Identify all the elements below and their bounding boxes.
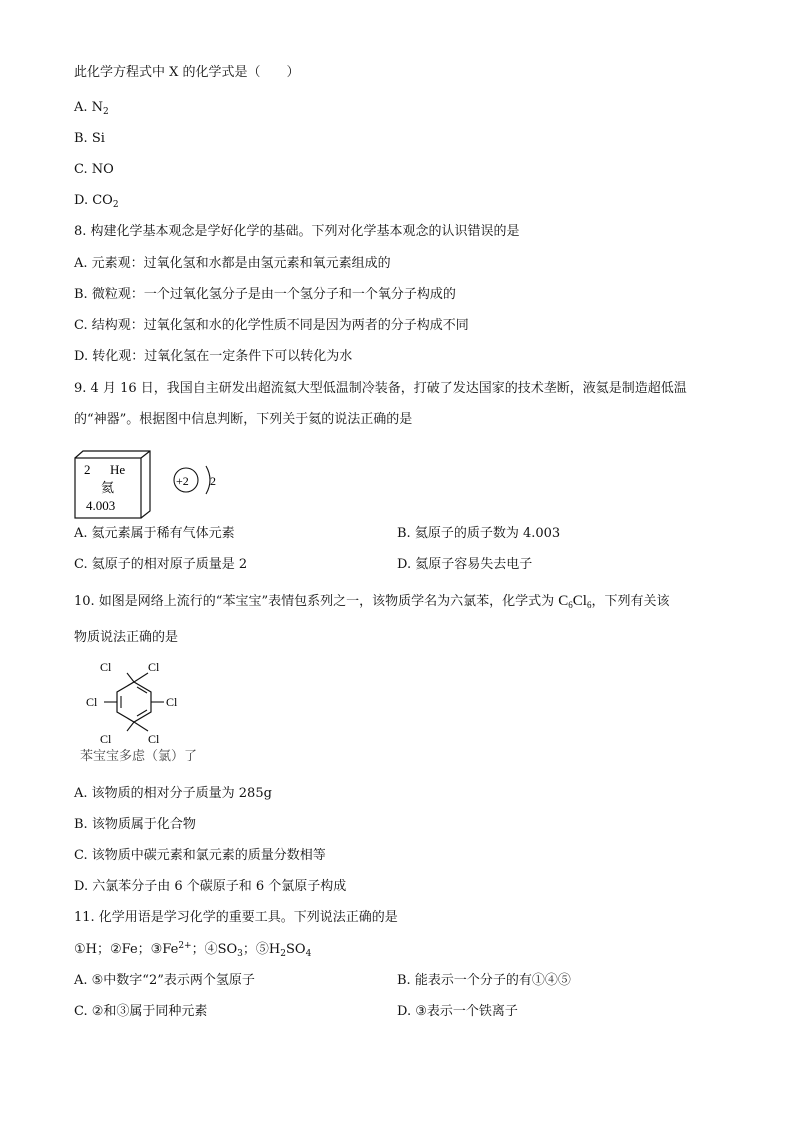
cl-label-top-right: Cl — [148, 660, 160, 674]
q8-option-a: A. 元素观：过氧化氢和水都是由氢元素和氧元素组成的 — [74, 256, 391, 271]
q11-stem: 11. 化学用语是学习化学的重要工具。下列说法正确的是 — [74, 910, 398, 925]
cl-label-right: Cl — [166, 695, 178, 709]
cl-label-bottom-right: Cl — [148, 732, 160, 746]
cl-label-left: Cl — [86, 695, 98, 709]
q11-option-d: D. ③表示一个铁离子 — [397, 1004, 518, 1019]
cl-label-top-left: Cl — [100, 660, 112, 674]
q9-stem-line1: 9. 4 月 16 日，我国自主研发出超流氦大型低温制冷装备，打破了发达国家的技术垄断，液氦是制造超低温 — [74, 381, 687, 396]
shell-electron-count: 2 — [210, 474, 216, 488]
nucleus-charge: +2 — [176, 474, 189, 488]
q7-option-d — [74, 192, 119, 210]
q10-option-a: A. 该物质的相对分子质量为 285g — [74, 786, 272, 801]
q7-option-c: C. NO — [74, 162, 114, 177]
q11-symbols-part1: ①H；②Fe；③Fe — [74, 942, 179, 957]
formula-c6cl6 — [558, 593, 591, 609]
q7-option-b: B. Si — [74, 131, 105, 146]
q7-option-d-text: D. CO — [74, 193, 113, 208]
q10-image-caption: 苯宝宝多虑（氯）了 — [80, 749, 198, 764]
q10-stem-pre: 10. 如图是网络上流行的“苯宝宝”表情包系列之一，该物质学名为六氯苯，化学式为 — [74, 594, 559, 609]
helium-name: 氦 — [101, 481, 115, 496]
q10-stem-line1 — [74, 592, 669, 611]
q9-option-c: C. 氦原子的相对原子质量是 2 — [74, 557, 248, 572]
q11-symbols-sub1: 3 — [237, 949, 243, 959]
q8-stem: 8. 构建化学基本观念是学好化学的基础。下列对化学基本观念的认识错误的是 — [74, 224, 520, 239]
helium-symbol: He — [110, 462, 126, 477]
q8-option-c: C. 结构观：过氧化氢和水的化学性质不同是因为两者的分子构成不同 — [74, 318, 469, 333]
q8-option-b: B. 微粒观：一个过氧化氢分子是由一个氢分子和一个氧分子构成的 — [74, 287, 456, 302]
q11-option-a: A. ⑤中数字“2”表示两个氢原子 — [74, 973, 255, 988]
formula-cl-sub: 6 — [586, 600, 592, 610]
q7-stem: 此化学方程式中 X 的化学式是（ ） — [74, 65, 300, 80]
q11-symbols-part3: ；⑤H — [242, 942, 281, 957]
q11-option-c: C. ②和③属于同种元素 — [74, 1004, 208, 1019]
q11-symbols-sub3: 4 — [305, 949, 312, 959]
formula-c-sub: 6 — [568, 600, 573, 610]
q7-option-a — [74, 99, 109, 117]
formula-cl: Cl — [572, 593, 587, 609]
q9-stem-line2: 的“神器”。根据图中信息判断，下列关于氦的说法正确的是 — [74, 412, 413, 427]
q11-symbols-part4: SO — [285, 942, 306, 957]
q10-stem-post: ，下列有关该 — [591, 594, 670, 609]
q11-symbols — [74, 941, 311, 959]
atom-diagram — [168, 460, 222, 500]
q11-symbols-sub2: 2 — [280, 949, 286, 959]
q10-option-b: B. 该物质属于化合物 — [74, 817, 196, 832]
q11-symbols-part2: ；④SO — [191, 942, 238, 957]
q9-option-b: B. 氦原子的质子数为 4.003 — [397, 526, 561, 541]
helium-atomic-mass: 4.003 — [86, 498, 116, 513]
q8-option-d: D. 转化观：过氧化氢在一定条件下可以转化为水 — [74, 349, 353, 364]
helium-atomic-number: 2 — [84, 462, 91, 477]
q7-option-d-sub: 2 — [112, 200, 119, 210]
q10-option-d: D. 六氯苯分子由 6 个碳原子和 6 个氯原子构成 — [74, 879, 347, 894]
q10-stem-line2: 物质说法正确的是 — [74, 630, 179, 645]
q11-symbols-sup: 2+ — [178, 941, 192, 951]
helium-periodic-cell — [74, 450, 152, 520]
q11-option-b: B. 能表示一个分子的有①④⑤ — [397, 973, 571, 988]
helium-cell-frame — [74, 450, 152, 520]
q9-option-a: A. 氦元素属于稀有气体元素 — [74, 526, 235, 541]
hexachlorobenzene-structure — [82, 655, 192, 750]
q10-option-c: C. 该物质中碳元素和氯元素的质量分数相等 — [74, 848, 326, 863]
cl-label-bottom-left: Cl — [100, 732, 112, 746]
q7-option-a-sub: 2 — [103, 107, 109, 117]
q9-option-d: D. 氦原子容易失去电子 — [397, 557, 533, 572]
q7-option-a-text: A. N — [74, 100, 104, 115]
benzene-ring-diagram — [82, 655, 192, 750]
formula-c: C — [558, 593, 569, 609]
helium-atom-structure — [168, 460, 222, 500]
